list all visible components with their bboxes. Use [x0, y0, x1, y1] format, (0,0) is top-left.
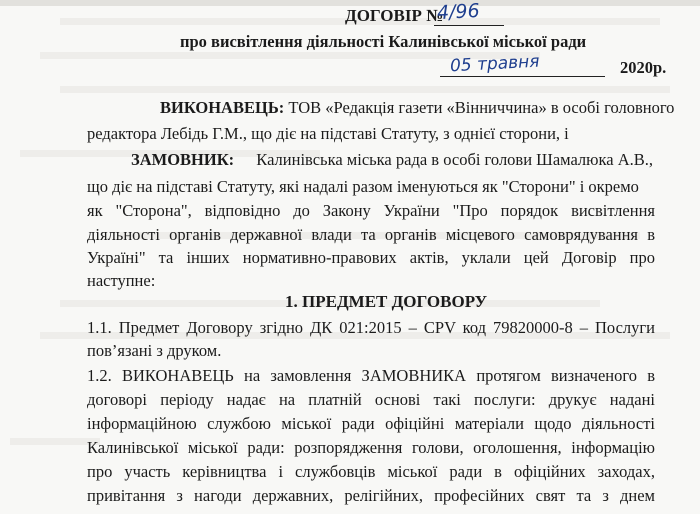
contract-number-handwritten: 4/96 — [436, 0, 481, 25]
clause-1-1-line-1: 1.1. Предмет Договору згідно ДК 021:2015 – CPV код 79820000-8 – Послуги — [87, 318, 655, 337]
date-underline — [440, 76, 605, 77]
clause-1-2-line-6: привітання з нагоди державних, релігійних, професійних свят та з днем — [87, 486, 655, 505]
customer-text: Калинівська міська рада в особі голови Шамалюка А.В., — [256, 150, 654, 169]
customer-line-1 — [131, 150, 653, 170]
clause-1-1-line-2: пов’язані з друком. — [87, 341, 222, 360]
title-prefix: ДОГОВІР № — [345, 6, 444, 25]
customer-line-3: як "Сторона", відповідно до Закону України "Про порядок висвітлення — [87, 201, 655, 220]
executor-line-1 — [160, 98, 674, 118]
clause-1-2-line-5: про участь керівництва і службовців міської ради в офіційних заходах, — [87, 462, 655, 481]
customer-line-4: діяльності органів державної влади та органів місцевого самоврядування в — [87, 225, 655, 244]
executor-label: ВИКОНАВЕЦЬ: — [160, 98, 285, 117]
number-underline — [434, 25, 504, 26]
customer-line-2: що діє на підставі Статуту, які надалі разом іменуються як "Сторони" і окремо — [87, 177, 639, 196]
customer-line-6: наступне: — [87, 271, 156, 290]
executor-text: ТОВ «Редакція газети «Вінниччина» в особі головного — [288, 98, 675, 117]
date-handwritten: 05 травня — [449, 51, 540, 77]
executor-line-2: редактора Лебідь Г.М., що діє на підставі Статуту, з однієї сторони, і — [87, 124, 569, 143]
contract-title — [345, 6, 443, 26]
clause-1-2-line-3: інформаційною службою міської ради офіційні матеріали щодо діяльності — [87, 414, 655, 433]
contract-subtitle: про висвітлення діяльності Калинівської міської ради — [180, 32, 587, 51]
customer-line-5: Україні" та інших нормативно-правових актів, уклали цей Договір про — [87, 248, 655, 267]
section-1-title: 1. ПРЕДМЕТ ДОГОВОРУ — [285, 292, 488, 311]
clause-1-2-line-4: Калинівської міської ради: розпорядження голови, оголошення, інформацію — [87, 438, 655, 457]
clause-1-2-line-2: договорі періоду надає на платній основі такі послуги: друкує надані — [87, 390, 655, 409]
clause-1-2-line-1: 1.2. ВИКОНАВЕЦЬ на замовлення ЗАМОВНИКА протягом визначеного в — [87, 366, 655, 385]
customer-label: ЗАМОВНИК: — [131, 150, 235, 169]
date-year: 2020р. — [620, 58, 667, 77]
bleed-through-line — [60, 86, 670, 93]
